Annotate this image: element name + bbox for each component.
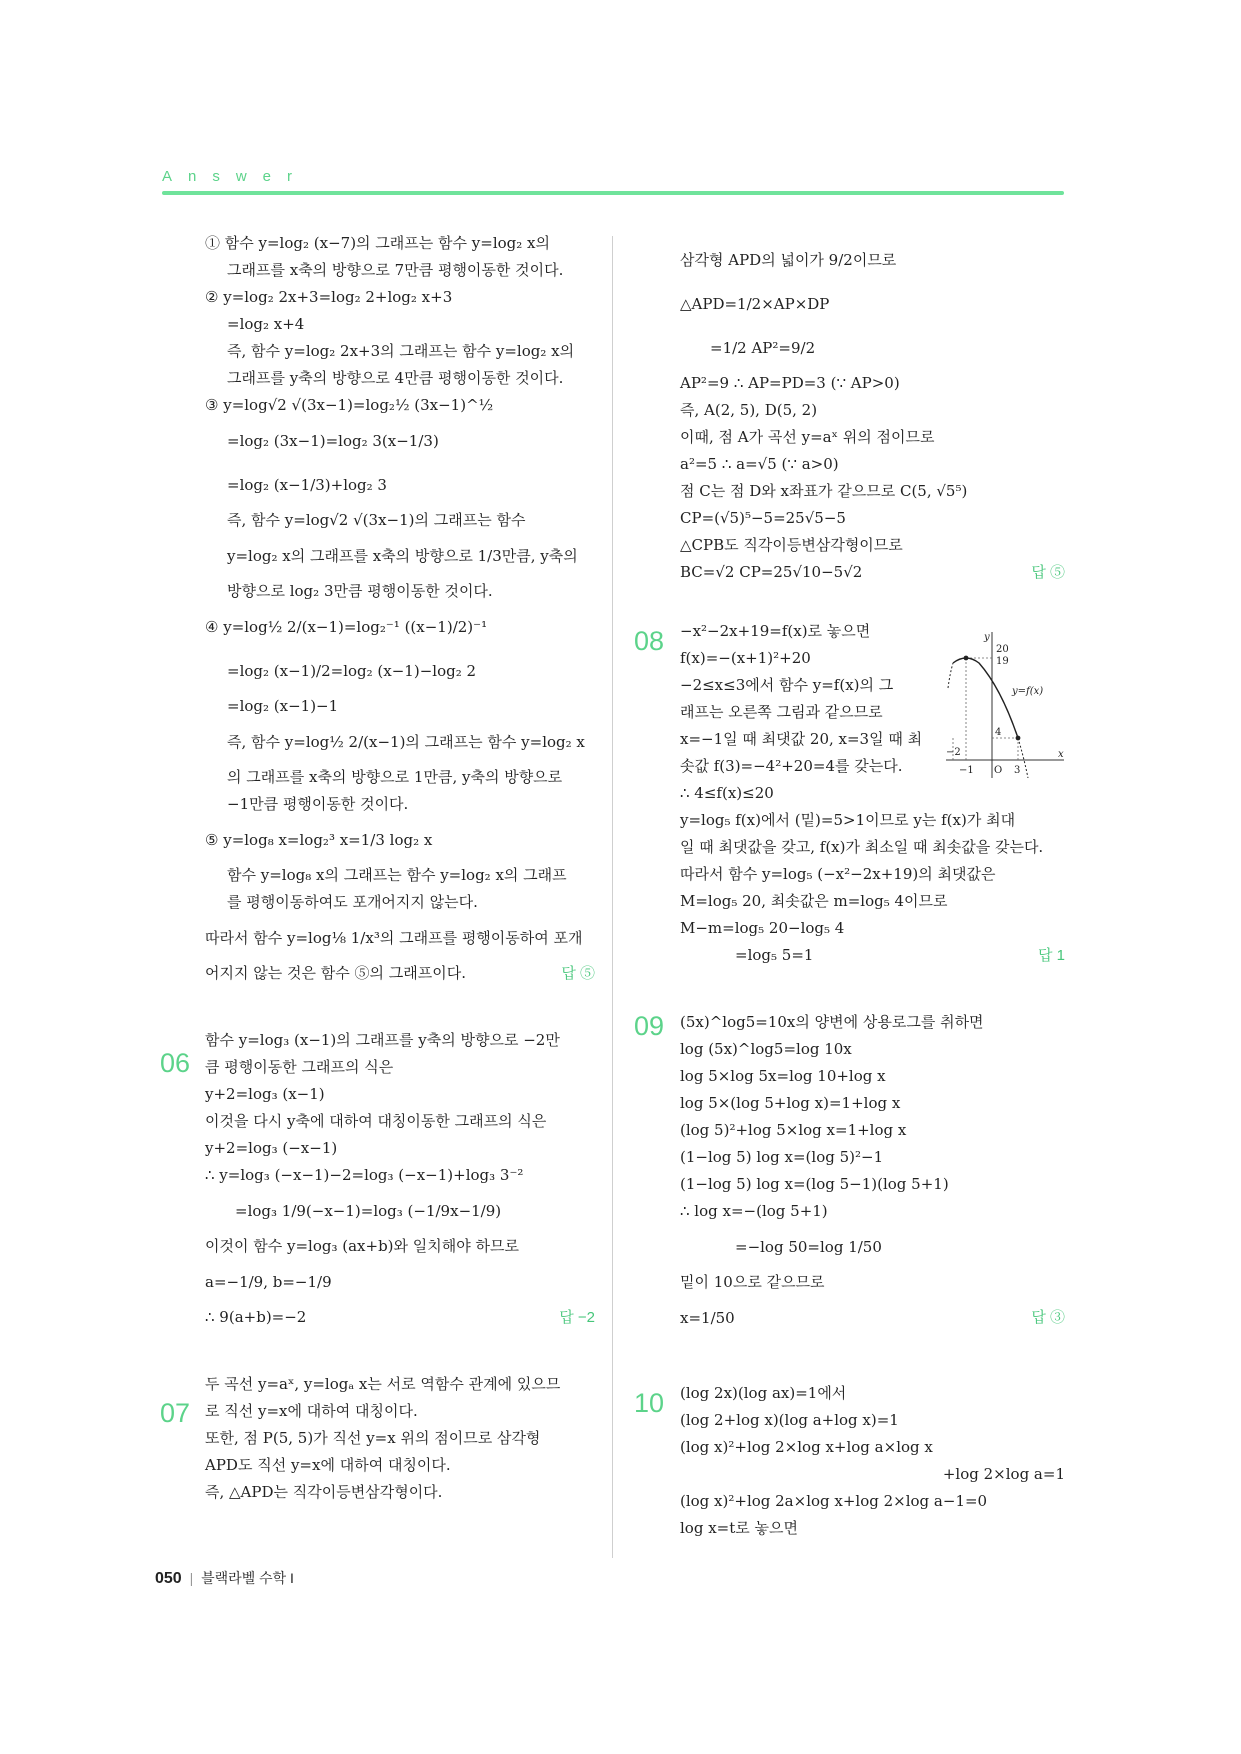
text-line: x=1/50: [680, 1309, 735, 1327]
answer-label: 답 ⑤: [561, 965, 595, 982]
text-line: 따라서 함수 y=log₅ (−x²−2x+19)의 최댓값은: [680, 865, 996, 883]
text-line: 를 평행이동하여도 포개어지지 않는다.: [227, 893, 478, 911]
text-line: 어지지 않는 것은 함수 ⑤의 그래프이다.: [205, 964, 466, 982]
text-line: 큼 평행이동한 그래프의 식은: [205, 1058, 394, 1076]
answer-label: 답 ⑤: [1031, 564, 1065, 581]
parabola-extension-left: [948, 663, 953, 688]
problem-07: [205, 1371, 595, 1506]
text-line: ⑤ y=log₈ x=log₂³ x=1/3 log₂ x: [205, 831, 433, 849]
text-line: ③ y=log√2 √(3x−1)=log₂½ (3x−1)^½: [205, 396, 494, 414]
text-line: ① 함수 y=log₂ (x−7)의 그래프는 함수 y=log₂ x의: [205, 234, 550, 252]
header-rule: [162, 191, 1064, 195]
text-line: ④ y=log½ 2/(x−1)=log₂⁻¹ ((x−1)/2)⁻¹: [205, 618, 488, 636]
text-line: =log₂ (x−1/3)+log₂ 3: [227, 476, 387, 494]
text-line: (1−log 5) log x=(log 5)²−1: [680, 1148, 884, 1166]
vertex-point: [964, 656, 969, 661]
text-line: 점 C는 점 D와 x좌표가 같으므로 C(5, √5⁵): [680, 482, 968, 500]
problem-number-07: 07: [160, 1398, 191, 1428]
page-footer: [155, 1568, 294, 1588]
text-line: y=log₅ f(x)에서 (밑)=5>1이므로 y는 f(x)가 최대: [680, 811, 1016, 829]
text-line: =1/2 AP²=9/2: [710, 339, 816, 357]
text-line: y=log₂ x의 그래프를 x축의 방향으로 1/3만큼, y축의: [227, 547, 578, 565]
text-line: 이때, 점 A가 곡선 y=aˣ 위의 점이므로: [680, 428, 935, 446]
text-line: [680, 942, 1065, 969]
problem-09: [680, 1009, 1065, 1340]
origin-label: O: [994, 765, 1003, 776]
text-line: y+2=log₃ (x−1): [205, 1085, 325, 1103]
text-line: 즉, A(2, 5), D(5, 2): [680, 401, 818, 419]
text-line: 밑이 10으로 같으므로: [680, 1273, 825, 1291]
parabola-graph: [946, 628, 1068, 778]
text-line: 함수 y=log₃ (x−1)의 그래프를 y축의 방향으로 −2만: [205, 1031, 560, 1049]
y-axis-label: y: [984, 632, 990, 643]
text-line: −1만큼 평행이동한 것이다.: [227, 795, 409, 813]
text-line: =log₂ (x−1)/2=log₂ (x−1)−log₂ 2: [227, 662, 477, 680]
text-line: 이것이 함수 y=log₃ (ax+b)와 일치해야 하므로: [205, 1237, 519, 1255]
text-line: (log 2+log x)(log a+log x)=1: [680, 1411, 899, 1429]
left-column: [205, 230, 595, 1506]
text-line: △APD=1/2×AP×DP: [680, 295, 830, 313]
text-line: a²=5 ∴ a=√5 (∵ a>0): [680, 455, 839, 473]
text-line: 이것을 다시 y축에 대하여 대칭이동한 그래프의 식은: [205, 1112, 547, 1130]
text-line: (5x)^log5=10x의 양변에 상용로그를 취하면: [680, 1013, 984, 1031]
text-line: (log x)²+log 2a×log x+log 2×log a−1=0: [680, 1492, 988, 1510]
footer-separator: |: [189, 1570, 194, 1586]
text-line: 솟값 f(3)=−4²+20=4를 갖는다.: [680, 757, 903, 775]
answer-header: Answer: [162, 168, 309, 185]
text-line: log 5×(log 5+log x)=1+log x: [680, 1094, 901, 1112]
answer-label: 답 −2: [559, 1309, 595, 1326]
text-line: APD도 직선 y=x에 대하여 대칭이다.: [205, 1456, 451, 1474]
text-line: 즉, 함수 y=log½ 2/(x−1)의 그래프는 함수 y=log₂ x: [227, 733, 585, 751]
text-line: f(x)=−(x+1)²+20: [680, 649, 811, 667]
x-axis-label: x: [1058, 749, 1064, 760]
text-line: [680, 559, 1065, 586]
text-line: M−m=log₅ 20−log₅ 4: [680, 919, 845, 937]
text-line: −2≤x≤3에서 함수 y=f(x)의 그: [680, 676, 894, 694]
text-line: 방향으로 log₂ 3만큼 평행이동한 것이다.: [227, 582, 493, 600]
text-line: log (5x)^log5=log 10x: [680, 1040, 852, 1058]
text-line: CP=(√5)⁵−5=25√5−5: [680, 509, 846, 527]
text-line: 즉, 함수 y=log√2 √(3x−1)의 그래프는 함수: [227, 511, 526, 529]
text-line: BC=√2 CP=25√10−5√2: [680, 563, 863, 581]
text-line: [205, 960, 595, 987]
text-line: =log₅ 5=1: [735, 946, 814, 964]
label-neg1: −1: [959, 765, 974, 776]
text-line: 의 그래프를 x축의 방향으로 1만큼, y축의 방향으로: [227, 768, 563, 786]
problem-number-08: 08: [634, 626, 665, 656]
text-line: +log 2×log a=1: [942, 1465, 1065, 1483]
label-4: 4: [995, 727, 1002, 738]
text-line: (1−log 5) log x=(log 5−1)(log 5+1): [680, 1175, 949, 1193]
text-line: −x²−2x+19=f(x)로 놓으면: [680, 622, 871, 640]
text-line: log 5×log 5x=log 10+log x: [680, 1067, 886, 1085]
book-title: 블랙라벨 수학 I: [201, 1570, 294, 1586]
text-line: =log₃ 1/9(−x−1)=log₃ (−1/9x−1/9): [235, 1202, 502, 1220]
text-line: ② y=log₂ 2x+3=log₂ 2+log₂ x+3: [205, 288, 453, 306]
problem-number-09: 09: [634, 1011, 665, 1041]
label-neg2: −2: [946, 747, 961, 758]
curve-label: y=f(x): [1012, 686, 1044, 697]
label-20: 20: [996, 644, 1009, 655]
answer-label: 답 1: [1038, 947, 1065, 964]
min-point: [1016, 736, 1021, 741]
text-line: AP²=9 ∴ AP=PD=3 (∵ AP>0): [680, 374, 900, 392]
text-line: 그래프를 y축의 방향으로 4만큼 평행이동한 것이다.: [227, 369, 564, 387]
text-line: 두 곡선 y=aˣ, y=logₐ x는 서로 역함수 관계에 있으므: [205, 1375, 561, 1393]
page-number: 050: [155, 1570, 182, 1587]
text-line: M=log₅ 20, 최솟값은 m=log₅ 4이므로: [680, 892, 948, 910]
text-line: 함수 y=log₈ x의 그래프는 함수 y=log₂ x의 그래프: [227, 866, 567, 884]
text-line: [205, 1304, 595, 1331]
text-line: 또한, 점 P(5, 5)가 직선 y=x 위의 점이므로 삼각형: [205, 1429, 541, 1447]
problem-number-10: 10: [634, 1388, 665, 1418]
text-line: 삼각형 APD의 넓이가 9/2이므로: [680, 251, 897, 269]
text-line: =log₂ (3x−1)=log₂ 3(x−1/3): [227, 432, 439, 450]
text-line: (log 5)²+log 5×log x=1+log x: [680, 1121, 907, 1139]
label-3: 3: [1014, 765, 1021, 776]
text-line: =log₂ (x−1)−1: [227, 697, 339, 715]
text-line: x=−1일 때 최댓값 20, x=3일 때 최: [680, 730, 923, 748]
problem-07-continued: [680, 238, 1065, 586]
text-line: [680, 1296, 1065, 1340]
parabola-curve: [953, 658, 1018, 738]
text-line: ∴ y=log₃ (−x−1)−2=log₃ (−x−1)+log₃ 3⁻²: [205, 1166, 524, 1184]
label-19: 19: [996, 656, 1009, 667]
text-line: 즉, 함수 y=log₂ 2x+3의 그래프는 함수 y=log₂ x의: [227, 342, 575, 360]
text-line: (log 2x)(log ax)=1에서: [680, 1384, 847, 1402]
text-line: log x=t로 놓으면: [680, 1519, 798, 1537]
problem-number-06: 06: [160, 1048, 191, 1078]
text-line: (log x)²+log 2×log x+log a×log x: [680, 1438, 933, 1456]
text-line: =−log 50=log 1/50: [735, 1238, 882, 1256]
text-line: △CPB도 직각이등변삼각형이므로: [680, 536, 903, 554]
text-line: 즉, △APD는 직각이등변삼각형이다.: [205, 1483, 443, 1501]
right-column: [680, 238, 1065, 1542]
text-line: a=−1/9, b=−1/9: [205, 1273, 332, 1291]
text-line: 따라서 함수 y=log⅛ 1/x³의 그래프를 평행이동하여 포개: [205, 929, 583, 947]
text-line: ∴ 9(a+b)=−2: [205, 1308, 307, 1326]
text-line: 그래프를 x축의 방향으로 7만큼 평행이동한 것이다.: [227, 261, 564, 279]
problem-10: [680, 1380, 1065, 1542]
text-line: 로 직선 y=x에 대하여 대칭이다.: [205, 1402, 418, 1420]
problem-06: [205, 1027, 595, 1331]
text-line: ∴ 4≤f(x)≤20: [680, 784, 774, 802]
text-line: y+2=log₃ (−x−1): [205, 1139, 338, 1157]
column-divider: [612, 236, 613, 1558]
text-line: =log₂ x+4: [227, 315, 305, 333]
text-line: 래프는 오른쪽 그림과 같으므로: [680, 703, 883, 721]
text-line: 일 때 최댓값을 갖고, f(x)가 최소일 때 최솟값을 갖는다.: [680, 838, 1044, 856]
text-line: ∴ log x=−(log 5+1): [680, 1202, 828, 1220]
answer-label: 답 ③: [1031, 1309, 1065, 1326]
